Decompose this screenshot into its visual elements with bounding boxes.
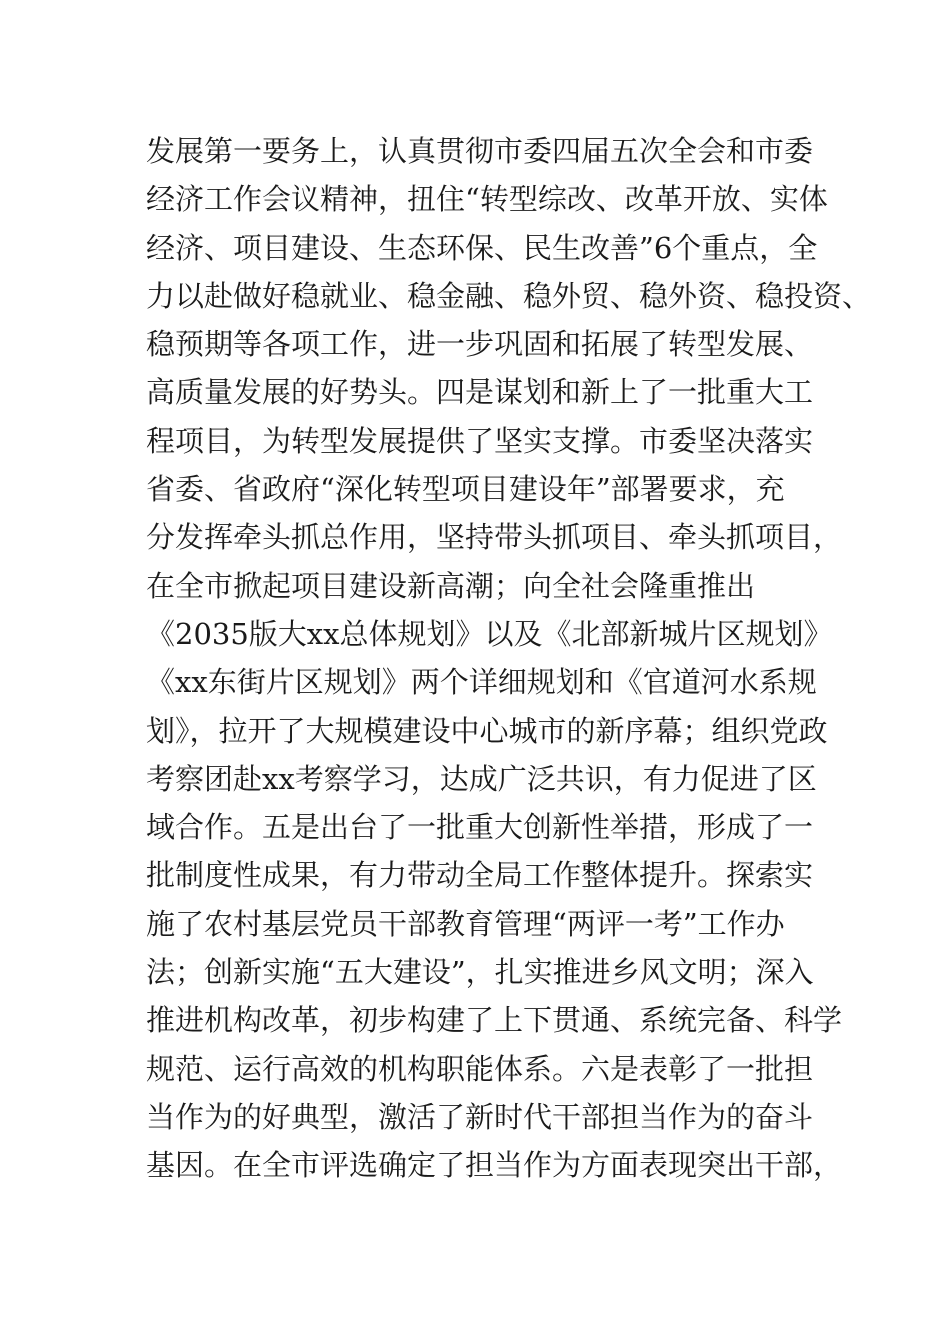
text-line-9: 分发挥牵头抓总作用，坚持带头抓项目、牵头抓项目， <box>146 520 843 555</box>
text-line-19: 推进机构改革，初步构建了上下贯通、系统完备、科学 <box>146 1003 843 1038</box>
text-line-21: 当作为的好典型，激活了新时代干部担当作为的奋斗 <box>146 1099 814 1134</box>
text-line-22: 基因。在全市评选确定了担当作为方面表现突出干部， <box>146 1148 843 1183</box>
text-line-4: 力以赴做好稳就业、稳金融、稳外贸、稳外资、稳投资、 <box>146 278 872 313</box>
text-line-14: 考察团赴xx考察学习，达成广泛共识，有力促进了区 <box>146 761 817 796</box>
text-line-2: 经济工作会议精神，扭住“转型综改、改革开放、实体 <box>146 182 828 217</box>
text-line-12: 《xx东街片区规划》两个详细规划和《官道河水系规 <box>146 665 817 700</box>
text-line-11: 《2035版大xx总体规划》以及《北部新城片区规划》 <box>146 616 833 651</box>
text-line-1: 发展第一要务上，认真贯彻市委四届五次全会和市委 <box>146 134 814 168</box>
text-line-15: 域合作。五是出台了一批重大创新性举措，形成了一 <box>146 810 814 845</box>
text-line-5: 稳预期等各项工作，进一步巩固和拓展了转型发展、 <box>146 327 814 362</box>
text-line-8: 省委、省政府“深化转型项目建设年”部署要求，充 <box>146 472 785 507</box>
body-text <box>146 127 872 1190</box>
text-line-3: 经济、项目建设、生态环保、民生改善”6个重点，全 <box>146 230 818 265</box>
text-line-6: 高质量发展的好势头。四是谋划和新上了一批重大工 <box>146 375 814 410</box>
text-line-16: 批制度性成果，有力带动全局工作整体提升。探索实 <box>146 858 814 893</box>
text-line-10: 在全市掀起项目建设新高潮；向全社会隆重推出 <box>146 568 756 603</box>
text-line-13: 划》，拉开了大规模建设中心城市的新序幕；组织党政 <box>146 713 828 748</box>
text-line-7: 程项目，为转型发展提供了坚实支撑。市委坚决落实 <box>146 423 814 458</box>
text-line-17: 施了农村基层党员干部教育管理“两评一考”工作办 <box>146 906 785 941</box>
text-line-20: 规范、运行高效的机构职能体系。六是表彰了一批担 <box>146 1051 814 1086</box>
text-line-18: 法；创新实施“五大建设”，扎实推进乡风文明；深入 <box>146 955 814 990</box>
